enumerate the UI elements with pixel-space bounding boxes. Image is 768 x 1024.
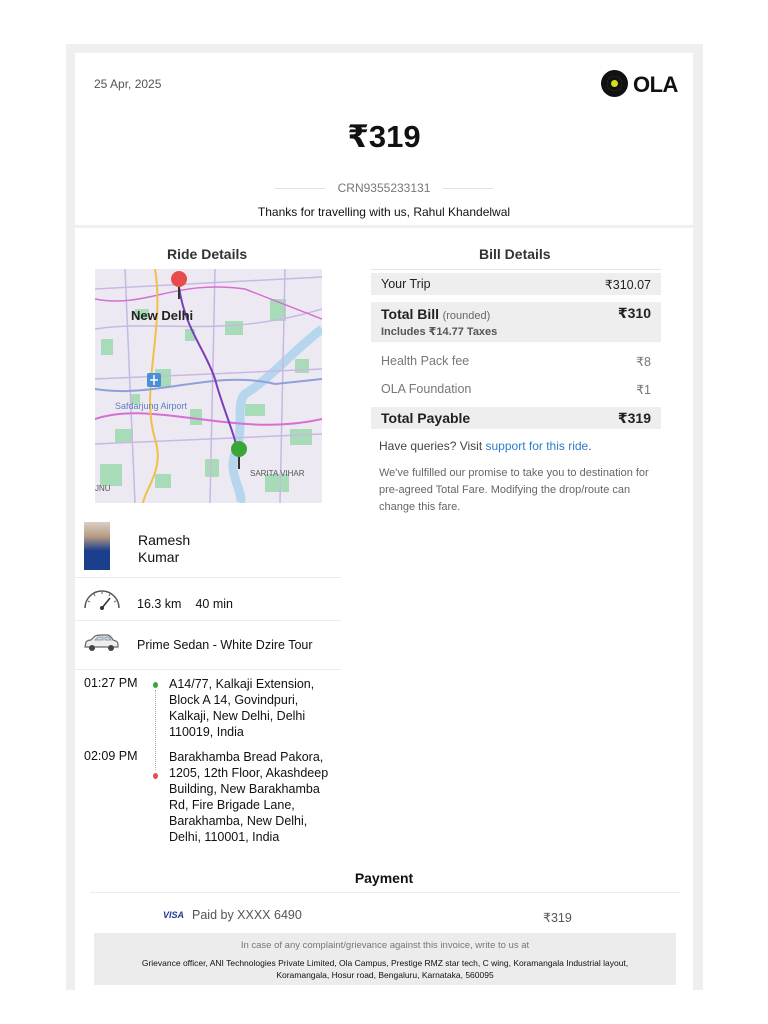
drop-address: Barakhamba Bread Pakora, 1205, 12th Floor, Akashdeep Building, New Barakhamba Rd, Fire Brigade Lane, Barakhamba, New Delhi, Delhi, 110001, India [169, 750, 329, 844]
invoice-header [75, 53, 693, 225]
driver-avatar [84, 522, 110, 570]
trip-duration: 40 min [195, 597, 233, 611]
ola-logo [601, 69, 677, 97]
taxes-note: Includes ₹14.77 Taxes [381, 326, 498, 338]
route-map-image [95, 269, 322, 503]
divider [75, 577, 341, 578]
total-bill-row [371, 302, 661, 342]
total-bill-sub: (rounded) [442, 310, 491, 322]
queries-note [379, 438, 649, 455]
invoice-date: 25 Apr, 2025 [94, 77, 162, 91]
route-map [95, 269, 322, 503]
your-trip-label: Your Trip [381, 277, 431, 291]
drop-time: 02:09 PM [84, 749, 138, 763]
invoice-sheet [66, 44, 703, 990]
grievance-address: Grievance officer, ANI Technologies Private Limited, Ola Campus, Prestige RMZ star tech, C wing, Koramangala Industrial layout, Koramangala, Hosur road, Bengaluru, Karnataka, 560095 [141, 958, 629, 980]
map-label-area: SARITA VIHAR [250, 469, 305, 478]
driver-name: Ramesh Kumar [138, 532, 191, 565]
divider [90, 892, 680, 893]
divider [75, 669, 341, 670]
thanks-message: Thanks for travelling with us, Rahul Khandelwal [257, 205, 511, 219]
pickup-address: A14/77, Kalkaji Extension, Block A 14, Govindpuri, Kalkaji, New Delhi, Delhi 110019, India [169, 677, 315, 739]
ride-details-title: Ride Details [167, 246, 248, 262]
trip-stats [137, 597, 247, 611]
map-label-corner: JNU [95, 484, 111, 493]
your-trip-value: ₹310.07 [604, 278, 651, 292]
health-pack-row [371, 354, 661, 374]
paid-by-card: Paid by XXXX 6490 [192, 908, 302, 922]
your-trip-row [371, 273, 661, 295]
drop-dot-icon [153, 773, 158, 779]
support-link[interactable]: support for this ride [485, 439, 589, 453]
ola-foundation-row [371, 382, 661, 402]
route-dotted-line [155, 690, 156, 770]
total-payable-label: Total Payable [381, 410, 471, 426]
ola-foundation-value: ₹1 [636, 383, 651, 397]
health-pack-label: Health Pack fee [381, 354, 470, 368]
visa-card-icon: VISA [163, 910, 185, 920]
ola-logo-icon [601, 70, 628, 97]
pickup-dot-icon [153, 682, 158, 688]
grievance-footer [94, 933, 676, 985]
divider [75, 620, 341, 621]
speedometer-icon [82, 586, 122, 612]
queries-prefix: Have queries? Visit [379, 439, 486, 453]
total-amount: ₹319 [347, 119, 421, 154]
grievance-intro: In case of any complaint/grievance against this invoice, write to us at [240, 940, 530, 951]
total-payable-row [371, 407, 661, 429]
total-bill-value: ₹310 [617, 305, 651, 321]
trip-distance: 16.3 km [137, 597, 182, 611]
bill-details-title: Bill Details [479, 246, 551, 262]
map-label-airport: Safdarjung Airport [115, 401, 188, 411]
ola-foundation-label: OLA Foundation [381, 382, 472, 396]
paid-amount: ₹319 [543, 911, 572, 925]
health-pack-value: ₹8 [636, 355, 651, 369]
total-bill-label: Total Bill [381, 306, 440, 322]
payment-title: Payment [354, 870, 414, 886]
total-payable-value: ₹319 [617, 410, 651, 426]
queries-suffix: . [588, 439, 592, 453]
divider [371, 269, 661, 270]
ola-logo-text: OLA [633, 72, 678, 97]
crn-number: CRN9355233131 [275, 181, 493, 195]
airport-icon [147, 373, 161, 387]
map-label-city: New Delhi [131, 308, 194, 323]
pickup-time: 01:27 PM [84, 676, 138, 690]
fare-promise-note: We've fulfilled our promise to take you to destination for pre-agreed Total Fare. Modifying the drop/route can change this fare. [379, 467, 649, 513]
car-icon [82, 632, 120, 654]
invoice-body [75, 228, 693, 990]
vehicle-type: Prime Sedan - White Dzire Tour [137, 638, 313, 652]
